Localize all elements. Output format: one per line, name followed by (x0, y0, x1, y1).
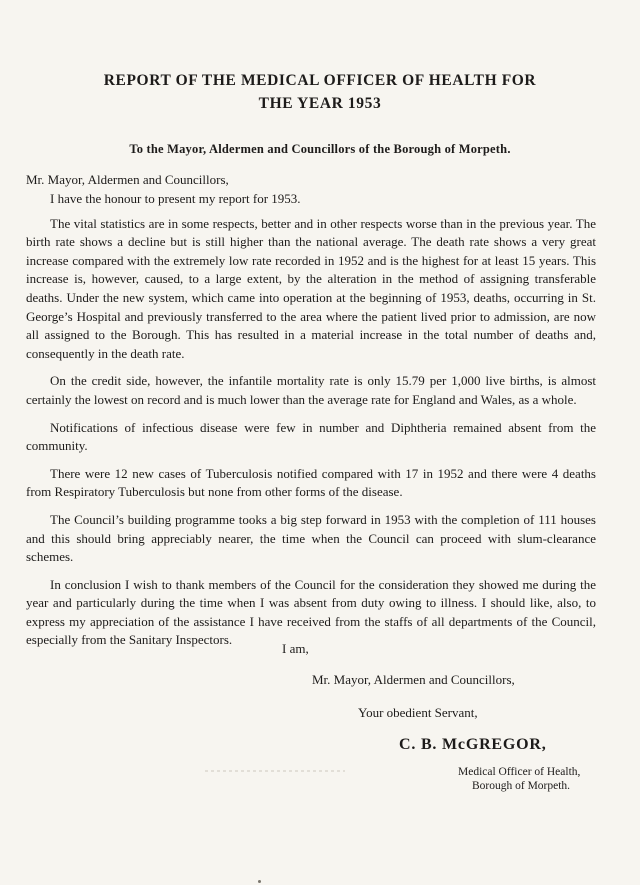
closing-servant: Your obedient Servant, (358, 705, 478, 720)
paragraph-building-programme: The Council’s building programme tooks a big step forward in 1953 with the completion of 111 houses and this should bring appreciably nearer, the time when the Council can proceed with slum-clearance schemes. (26, 511, 596, 565)
address-line: To the Mayor, Aldermen and Councillors of the Borough of Morpeth. (129, 142, 511, 156)
paragraph-conclusion: In conclusion I wish to thank members of the Council for the consideration they showed me during the year and particularly during the time when I was absent from duty owing to illness. I should like, also, to express my appreciation of the assistance I have received from the staffs of all departments of the Council, especially from the Sanitary Inspectors. (26, 576, 596, 648)
paragraph-tuberculosis: There were 12 new cases of Tuberculosis notified compared with 17 in 1952 and there were 4 deaths from Respiratory Tuberculosis but none from other forms of the disease. (26, 465, 596, 500)
paragraph-infectious-disease: Notifications of infectious disease were few in number and Diphtheria remained absent from the community. (26, 419, 596, 454)
paragraph-vital-statistics: The vital statistics are in some respects, better and in other respects worse than in the previous year. The birth rate shows a decline but is still higher than the national average. The death rate shows a very great increase compared with the extremely low rate recorded in 1952 and is the highest for at least 15 years. This increase is, however, caused, to a large extent, by the alteration in the method of assigning transferable deaths. Under the new system, which came into operation at the beginning of 1953, deaths, occurring in St. George’s Hospital and previously transferred to the area where the patient lived prior to admission, are now all assigned to the Borough. This has resulted in a material increase in the total number of deaths and, consequently in the death rate. (26, 215, 596, 361)
closing-i-am: I am, (282, 641, 309, 656)
report-title-line-1: REPORT OF THE MEDICAL OFFICER OF HEALTH FOR (103, 72, 537, 89)
faint-print-mark (205, 770, 345, 772)
closing-address: Mr. Mayor, Aldermen and Councillors, (312, 672, 515, 687)
report-body (26, 190, 596, 659)
signature-name: C. B. McGREGOR, (399, 736, 547, 753)
salutation: Mr. Mayor, Aldermen and Councillors, (26, 172, 229, 187)
signature-place: Borough of Morpeth. (472, 780, 571, 792)
paper-speck (258, 880, 261, 883)
report-title-line-2: THE YEAR 1953 (258, 95, 382, 112)
paragraph-infantile-mortality: On the credit side, however, the infantile mortality rate is only 15.79 per 1,000 live births, is almost certainly the lowest on record and is much lower than the average rate for England and Wales, as a whole. (26, 373, 596, 407)
signature-position: Medical Officer of Health, (458, 766, 581, 778)
paragraph-introduction: I have the honour to present my report for 1953. (50, 191, 301, 206)
